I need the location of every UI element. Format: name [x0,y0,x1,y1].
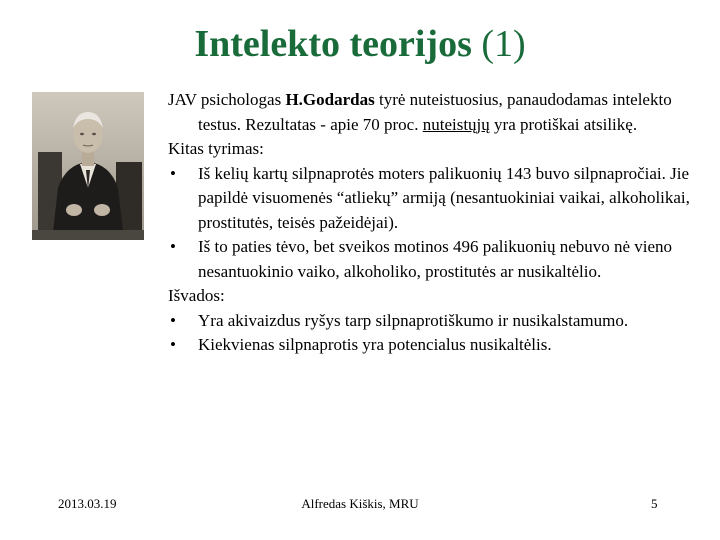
bullet-text: Iš kelių kartų silpnaprotės moters palikuonių 143 buvo silpnapročiai. Jie papildė visuomenės “atliekų” armiją (nesantuokiniai vaikai, alkoholikai, prostitutės, teisės pažeidėjai). [198,163,690,232]
heading-isvados: Išvados: [168,286,225,305]
underlined-word: nuteistųjų [422,114,490,134]
bullet-item [168,333,713,358]
slide-title [0,18,720,70]
bullet-text: Yra akivaizdus ryšys tarp silpnaprotiškumo ir nusikalstamumo. [198,310,629,330]
portrait-photo [32,92,144,240]
bullet-item [168,309,713,334]
slide-body [168,88,713,358]
bullet-text: Iš to paties tėvo, bet sveikos motinos 496 palikuonių nebuvo nė vieno nesantuokinio vaiko, alkoholiko, prostitutės ar nusikaltėlio. [198,237,673,281]
bullet-dot: • [170,335,176,354]
bullet-dot: • [170,163,176,183]
bullet-item [168,162,713,236]
footer-author: Alfredas Kiškis, MRU [301,496,419,511]
title-suffix: (1) [481,23,526,65]
page-number: 5 [651,496,658,511]
bullet-dot: • [170,237,176,256]
paragraph-godard: JAV psichologas H.Godardas tyrė nuteistuosius, panaudodamas intelekto testus. Rezultatas - apie 70 proc. nuteistųjų yra protiškai atsilikę. [168,90,672,134]
title-main: Intelekto teorijos [194,23,472,65]
bullet-dot: • [170,310,176,330]
heading-kitas-tyrimas: Kitas tyrimas: [168,139,264,158]
footer-date: 2013.03.19 [58,496,117,511]
name-godard: H.Godardas [285,90,375,109]
bullet-item [168,235,713,284]
portrait-image [32,92,144,240]
bullet-text: Kiekvienas silpnaprotis yra potencialus nusikaltėlis. [198,335,552,354]
